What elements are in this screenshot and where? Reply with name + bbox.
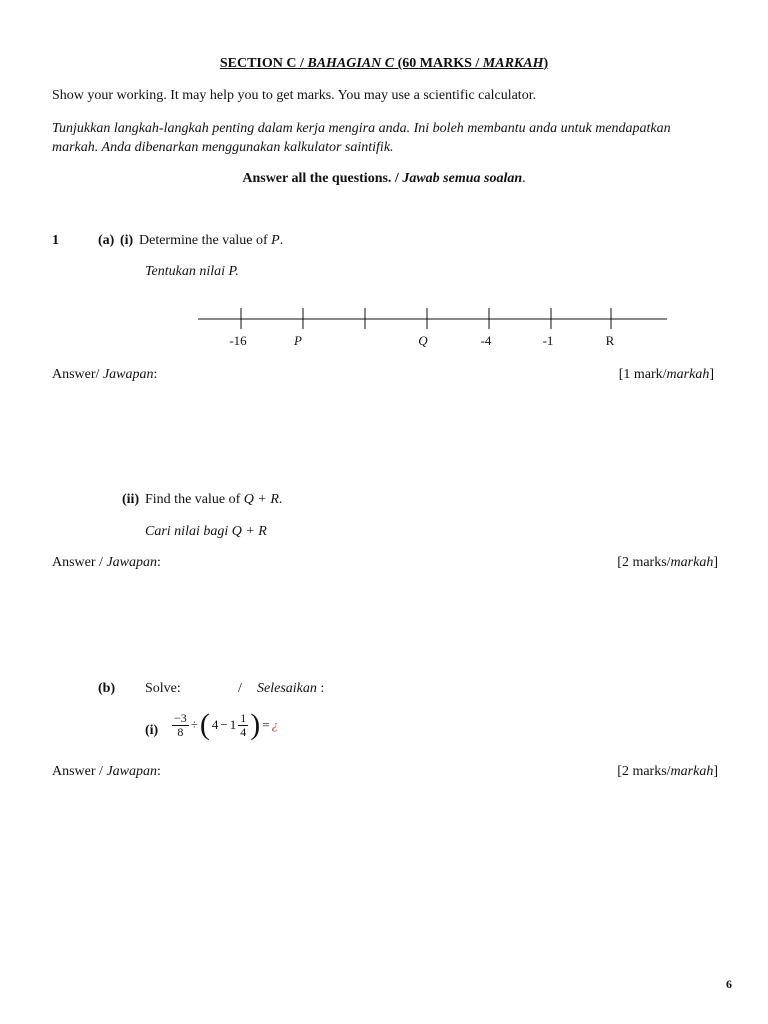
- math-expression: $\frac{-3}{8}$ ÷ ( 4 − 1 $\frac{1}{4}$ ) = ¿: [174, 708, 279, 741]
- page-number: 6: [726, 977, 732, 991]
- tick-label-q: Q: [418, 333, 428, 348]
- slash-separator: /: [238, 681, 242, 696]
- section-title: SECTION C / BAHAGIAN C (60 MARKS / MARKAH): [219, 56, 549, 71]
- subpart-i-label: (i): [120, 233, 134, 248]
- instruction-english: Show your working. It may help you to get marks. You may use a scientific calculator.: [52, 88, 537, 103]
- subpart-ii-label: (ii): [122, 492, 140, 507]
- tick-label: -1: [542, 333, 554, 348]
- question-1ai-text-malay: Tentukan nilai P.: [145, 264, 239, 279]
- fraction: $\frac{1}{4}$: [240, 710, 247, 739]
- answer-all-instruction: Answer all the questions. / Jawab semua soalan.: [242, 171, 526, 186]
- solve-label-malay: Selesaikan :: [257, 681, 325, 696]
- marks-label: [1 mark/markah]: [618, 367, 714, 382]
- subpart-bi-label: (i): [145, 723, 159, 738]
- answer-label: Answer / Jawapan:: [52, 555, 161, 570]
- question-number: 1: [52, 233, 59, 248]
- tick-label: -16: [229, 333, 247, 348]
- instruction-malay: Tunjukkan langkah-langkah penting dalam kerja mengira anda. Ini boleh membantu anda untuk mendapatkan markah. Anda dibenarkan menggunakan kalkulator saintifik.: [52, 121, 671, 155]
- marks-label: [2 marks/markah]: [617, 764, 718, 779]
- marks-label: [2 marks/markah]: [617, 555, 718, 570]
- tick-label: -4: [480, 333, 492, 348]
- number-line: [0, 300, 768, 340]
- tick-label-p: P: [294, 333, 302, 348]
- tick-label-r: R: [605, 333, 615, 348]
- fraction: $\frac{-3}{8}$: [174, 710, 187, 739]
- question-1aii-text: Find the value of Q + R.: [145, 492, 283, 507]
- answer-label: Answer / Jawapan:: [52, 764, 161, 779]
- part-a-label: (a): [98, 233, 115, 248]
- answer-label: Answer/ Jawapan:: [52, 367, 158, 382]
- question-1aii-text-malay: Cari nilai bagi Q + R: [145, 524, 267, 539]
- solve-label: Solve:: [145, 681, 181, 696]
- question-1ai-text: Determine the value of P.: [139, 233, 284, 248]
- part-b-label: (b): [98, 681, 116, 696]
